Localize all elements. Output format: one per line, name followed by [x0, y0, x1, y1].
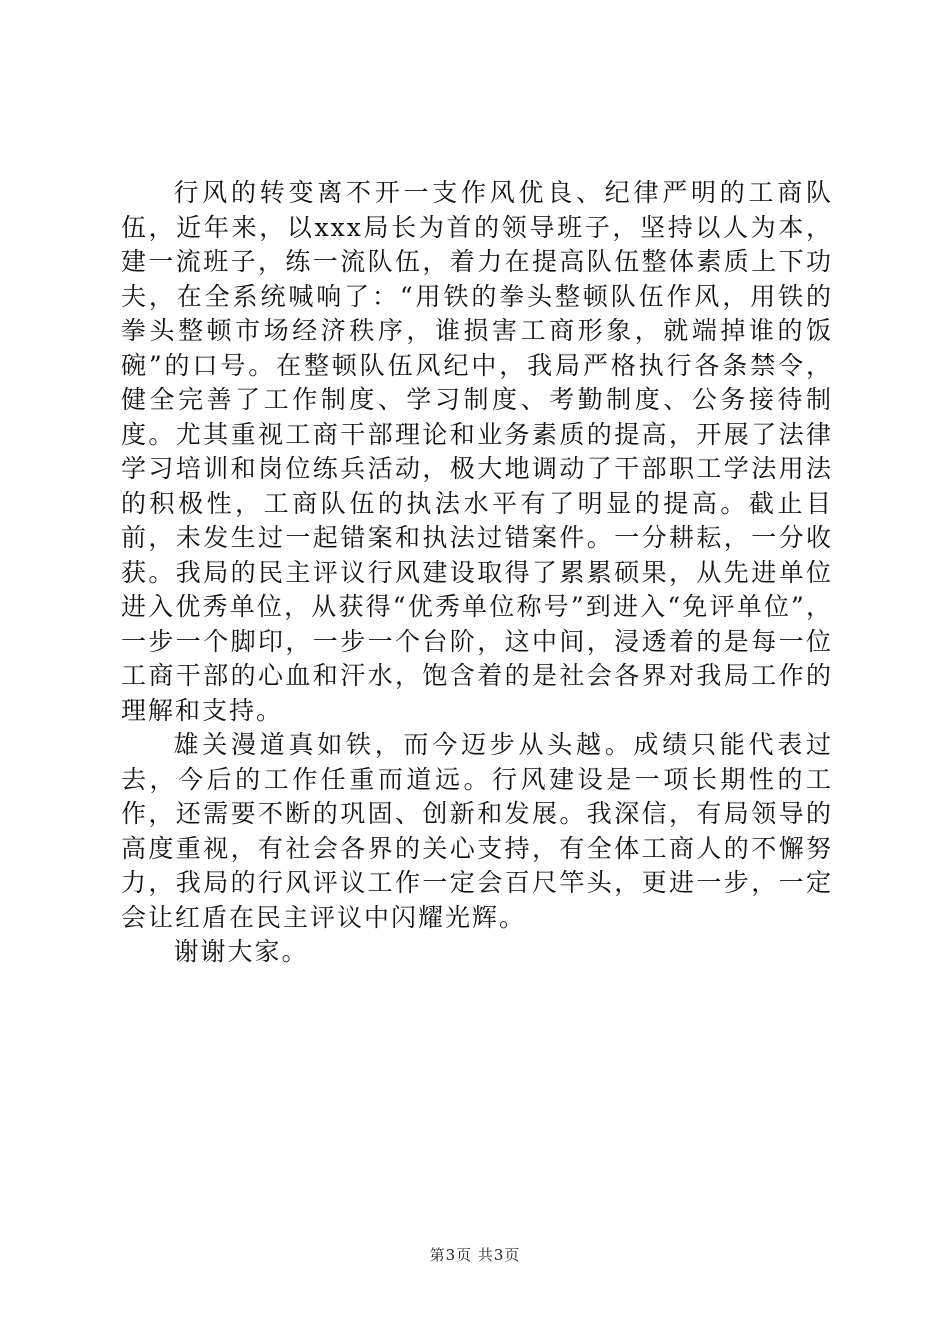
page-footer: 第3页 共3页 — [429, 1246, 521, 1264]
closing-paragraph: 谢谢大家。 — [173, 937, 309, 966]
body-paragraph-1: 行风的转变离不开一支作风优良、纪律严明的工商队伍，近年来，以xxx局长为首的领导班子，坚持以人为本，建一流班子，练一流队伍，着力在提高队伍整体素质上下功夫，在全系统喊响了：“用铁的拳头整顿队伍作风，用铁的拳头整顿市场经济秩序，谁损害工商形象，就端掉谁的饭碗”的口号。在整顿队伍风纪中，我局严格执行各条禁令，健全完善了工作制度、学习制度、考勤制度、公务接待制度。尤其重视工商干部理论和业务素质的提高，开展了法律学习培训和岗位练兵活动，极大地调动了干部职工学法用法的积极性，工商队伍的执法水平有了明显的提高。截止目前，未发生过一起错案和执法过错案件。一分耕耘，一分收获。我局的民主评议行风建设取得了累累硕果，从先进单位进入优秀单位，从获得“优秀单位称号”到进入“免评单位”，一步一个脚印，一步一个台阶，这中间，浸透着的是每一位工商干部的心血和汗水，饱含着的是社会各界对我局工作的理解和支持。 — [121, 178, 833, 725]
document-body — [121, 176, 833, 970]
body-paragraph-2: 雄关漫道真如铁，而今迈步从头越。成绩只能代表过去，今后的工作任重而道远。行风建设是一项长期性的工作，还需要不断的巩固、创新和发展。我深信，有局领导的高度重视，有社会各界的关心支持，有全体工商人的不懈努力，我局的行风评议工作一定会百尺竿头，更进一步，一定会让红盾在民主评议中闪耀光辉。 — [121, 730, 833, 932]
